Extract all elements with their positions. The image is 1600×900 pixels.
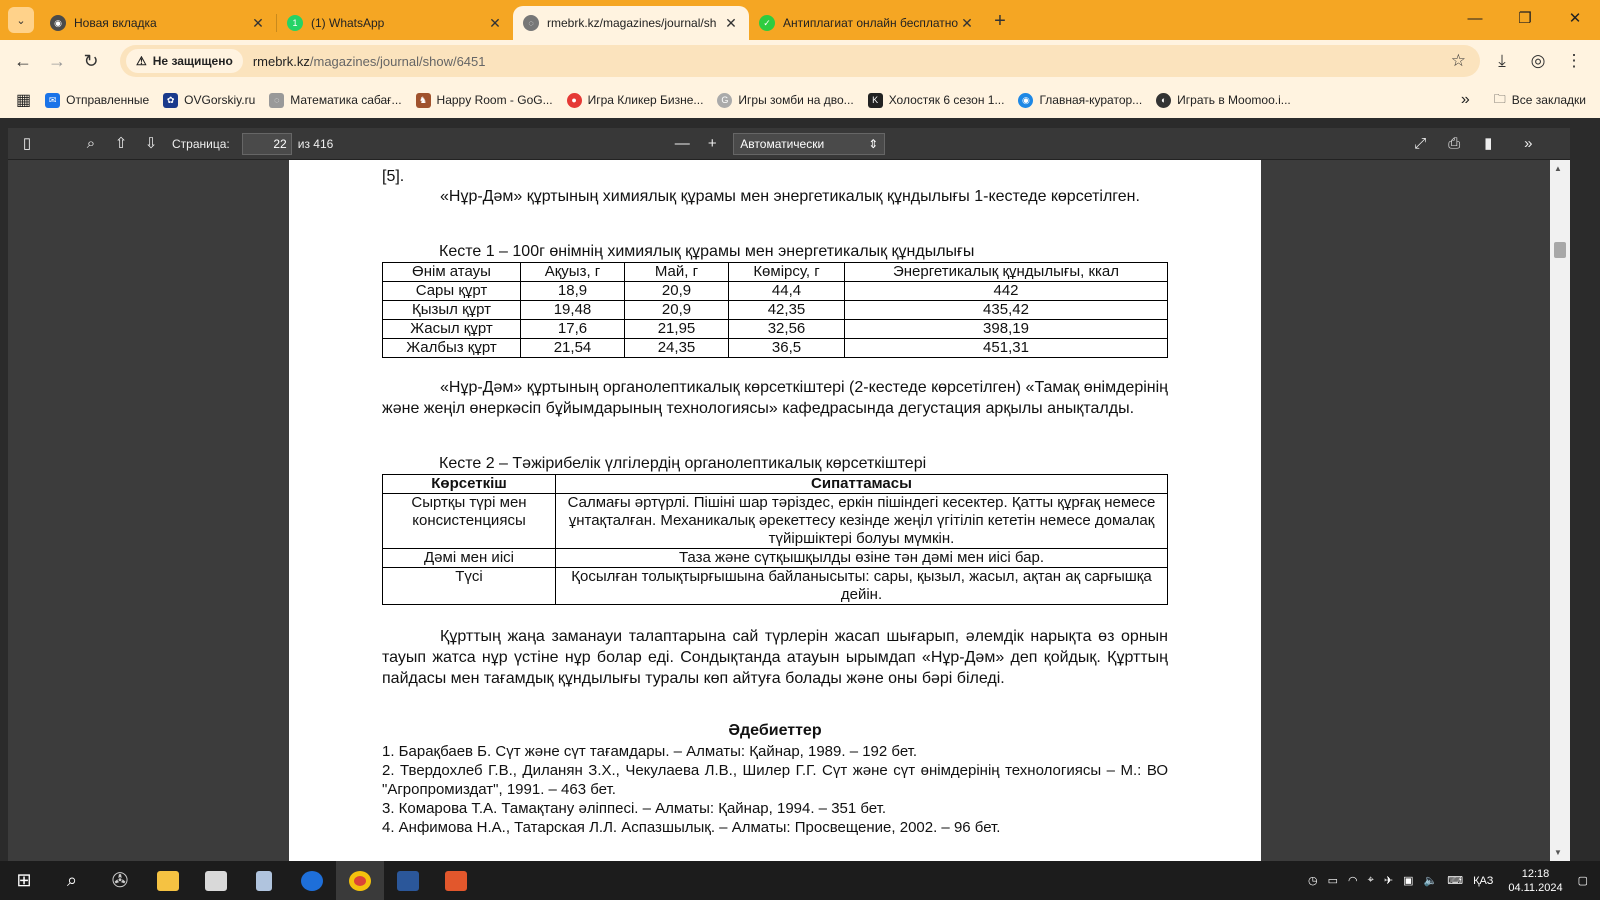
close-icon[interactable]: ✕ — [961, 14, 973, 31]
bookmark-item[interactable]: ● Игра Кликер Бизне... — [567, 93, 704, 108]
page-label: Страница: — [172, 136, 230, 151]
search-icon[interactable]: ⌕ — [66, 870, 78, 890]
google-icon: G — [717, 93, 732, 108]
tab-search-button[interactable] — [8, 7, 34, 33]
network-icon[interactable]: ✈ — [1383, 875, 1394, 887]
table-caption: Кесте 1 – 100г өнімнің химиялық құрамы мен энергетикалық құндылығы — [439, 243, 975, 260]
previous-page-icon[interactable]: ⇧ — [114, 134, 128, 152]
close-window-icon[interactable]: ✕ — [1568, 10, 1582, 27]
security-chip[interactable]: ⚠ Не защищено — [126, 49, 243, 73]
close-icon[interactable]: ✕ — [725, 14, 737, 31]
new-tab-button[interactable] — [985, 7, 1015, 37]
table-row: Түсі Қосылған толықтырғышына байланысыты: сары, қызыл, жасыл, ақтан ақ сарғышқа дейін. — [383, 568, 1168, 605]
warning-icon: ⚠ — [136, 54, 147, 68]
all-bookmarks-link[interactable]: Все закладки — [1511, 93, 1586, 107]
zoom-select[interactable]: Автоматически ⇕ — [733, 133, 885, 155]
table-row: Сары құрт 18,9 20,9 44,4 442 — [383, 282, 1168, 301]
game-icon: ● — [567, 93, 582, 108]
profile-avatar-icon[interactable]: ◎ — [1530, 51, 1546, 70]
word-icon[interactable] — [384, 861, 432, 900]
table-row: Дәмі мен иісі Таза және сүтқышқылды өзіне тән дәмі мен иісі бар. — [383, 549, 1168, 568]
list-item: 3. Комарова Т.А. Тамақтану әліппесі. – Алматы: Қайнар, 1994. – 351 бет. — [382, 800, 887, 817]
text-line: [5]. — [382, 168, 405, 185]
tab-strip — [0, 0, 1600, 40]
pdf-viewer — [8, 128, 1570, 861]
table-header: Ақуыз, г — [521, 263, 625, 282]
sidebar-toggle-icon[interactable]: ▯ — [22, 134, 32, 152]
bookmark-item[interactable]: G Игры зомби на дво... — [717, 93, 853, 108]
address-bar[interactable] — [120, 45, 1480, 77]
site-icon: ◉ — [1018, 93, 1033, 108]
devices-icon[interactable]: ▭ — [1327, 875, 1339, 887]
nutrition-table — [382, 262, 1168, 358]
vertical-scrollbar[interactable] — [1550, 160, 1570, 861]
paragraph: «Нұр-Дәм» құртының химиялық құрамы мен энергетикалық құндылығы 1-кестеде көрсетілген. — [440, 188, 1140, 205]
language-indicator[interactable]: ҚАЗ — [1473, 874, 1494, 887]
game-icon: ♞ — [416, 93, 431, 108]
film-reel-icon[interactable]: ✇ — [111, 870, 129, 892]
close-icon[interactable]: ✕ — [489, 14, 501, 31]
app-blue-icon[interactable] — [288, 861, 336, 900]
bookmark-item[interactable]: K Холостяк 6 сезон 1... — [868, 93, 1005, 108]
battery-icon[interactable]: ▣ — [1403, 875, 1414, 887]
whatsapp-icon: 1 — [287, 15, 303, 31]
bookmark-item[interactable]: ✉ Отправленные — [45, 93, 149, 108]
bookmark-item[interactable]: ✿ OVGorskiy.ru — [163, 93, 255, 108]
globe-icon: ◌ — [523, 15, 539, 31]
paragraph: Құрттың жаңа заманауи талаптарына сай түрлерін жасап шығарып, әлемдік нарықта өз орнын тауып жатса нұр үстіне нұр болар еді. Сондықтанда атауын ырымдап «Нұр-Дәм» деп қойдық. Құрттың пайдасы мен тағамдық құндылығы туралы көп айтуға болады және оны бәрі біледі. — [382, 628, 1168, 687]
table-caption: Кесте 2 – Тәжірибелік үлгілердің органолептикалық көрсеткіштері — [439, 455, 927, 472]
presentation-icon[interactable] — [432, 861, 480, 900]
chrome-icon: ◉ — [50, 15, 66, 31]
print-icon[interactable]: ⎙ — [1448, 134, 1461, 152]
wifi-icon[interactable]: ◠ — [1348, 875, 1358, 887]
bookmark-item[interactable]: ◌ Математика сабағ... — [269, 93, 401, 108]
fullscreen-icon[interactable]: ⤢ — [1414, 134, 1427, 152]
table-header: Энергетикалық құндылығы, ккал — [845, 263, 1168, 282]
table-row: Сыртқы түрі мен консистенциясы Салмағы әртүрлі. Пішіні шар тәріздес, еркін пішіндегі кесектер. Қатты құрғақ немесе ұнтақталған. Механикалық әрекеттесу кезінде жеңіл үгітіліп кететін немесе домалақ түйіршіктері болуы мүмкін. — [383, 494, 1168, 549]
list-item: 1. Барақбаев Б. Сүт және сүт тағамдары. – Алматы: Қайнар, 1989. – 192 бет. — [382, 743, 918, 760]
references-list — [382, 742, 1168, 837]
chrome-icon[interactable] — [336, 861, 384, 900]
pdf-page — [289, 160, 1261, 861]
chevron-down-icon: ⌄ — [16, 14, 26, 27]
tab-antiplagiat[interactable]: ✓ Антиплагиат онлайн бесплатно ✕ — [749, 6, 985, 40]
bookmark-star-icon[interactable]: ☆ — [1450, 51, 1466, 70]
download-icon[interactable]: ⤓ — [1498, 51, 1506, 70]
search-icon[interactable]: ⌕ — [86, 134, 96, 152]
table-header: Май, г — [625, 263, 729, 282]
globe-icon: ◌ — [269, 93, 284, 108]
bookmark-icon[interactable]: ▮ — [1484, 134, 1493, 152]
zoom-in-icon[interactable]: + — [707, 134, 717, 152]
scroll-thumb[interactable] — [1554, 242, 1566, 258]
scroll-up-icon[interactable]: ▲ — [1554, 164, 1562, 173]
tab-whatsapp[interactable]: 1 (1) WhatsApp ✕ — [277, 6, 513, 40]
page-count: из 416 — [297, 136, 334, 151]
more-menu-icon[interactable]: ⋮ — [1565, 51, 1583, 70]
table-header: Көмірсу, г — [729, 263, 845, 282]
volume-icon[interactable]: 🔈 — [1423, 875, 1438, 887]
minimize-icon[interactable]: — — [1467, 10, 1483, 27]
chevron-right-icon[interactable]: » — [1460, 91, 1470, 108]
browser-actions — [1484, 44, 1592, 78]
clock[interactable]: 12:18 04.11.2024 — [1508, 867, 1563, 894]
pdf-toolbar — [8, 128, 1570, 160]
table-row: Қызыл құрт 19,48 20,9 42,35 435,42 — [383, 301, 1168, 320]
notifications-icon[interactable]: ▢ — [1577, 875, 1588, 887]
bookmarks-bar — [0, 82, 1600, 118]
table-row: Жасыл құрт 17,6 21,95 32,56 398,19 — [383, 320, 1168, 339]
forward-arrow-icon[interactable]: → — [48, 51, 66, 71]
site-icon: ◐ — [1156, 93, 1171, 108]
check-icon: ✓ — [759, 15, 775, 31]
reload-icon[interactable]: ↻ — [83, 51, 99, 71]
close-icon[interactable]: ✕ — [252, 14, 264, 31]
paragraph: «Нұр-Дәм» құртының органолептикалық көрсеткіштері (2-кестеде көрсетілген) «Тамақ өнімдерінің және жеңіл өнеркәсіп бұйымдарының технологиясы» кафедрасында дегустация арқылы анықталды. — [382, 379, 1168, 417]
site-icon: ✿ — [163, 93, 178, 108]
updown-icon: ⇕ — [868, 136, 879, 151]
clock-app-icon[interactable]: ◷ — [1308, 875, 1318, 887]
restore-icon[interactable]: ❐ — [1518, 10, 1532, 27]
window-controls — [1450, 0, 1600, 40]
next-page-icon[interactable]: ⇩ — [144, 134, 158, 152]
notepad-icon[interactable] — [240, 861, 288, 900]
plus-icon: + — [994, 10, 1006, 32]
references-title: Әдебиеттер — [728, 722, 822, 739]
table-header: Өнім атауы — [383, 263, 521, 282]
bookmarks-overflow — [1461, 82, 1586, 118]
tab-rmebrk[interactable]: ◌ rmebrk.kz/magazines/journal/sh ✕ — [513, 6, 749, 40]
windows-start-icon[interactable]: ⊞ — [16, 870, 32, 890]
list-item: 2. Твердохлеб Г.В., Диланян З.Х., Чекулаева Л.В., Шилер Г.Г. Сүт және сүт өнімдерінің технологиясы – М.: ВО "Агропромиздат", 1991. – 463 бет. — [382, 762, 1168, 798]
back-arrow-icon[interactable]: ← — [14, 51, 32, 71]
site-icon: K — [868, 93, 883, 108]
navigation-bar — [0, 40, 1600, 82]
table-header: Сипаттамасы — [556, 475, 1168, 494]
file-explorer-icon[interactable] — [144, 861, 192, 900]
url-text[interactable]: rmebrk.kz/magazines/journal/show/6451 — [252, 53, 486, 69]
list-item: 4. Анфимова Н.А., Татарская Л.Л. Аспазшылық. – Алматы: Просвещение, 2002. – 96 бет. — [382, 819, 1001, 836]
bookmark-item[interactable]: ♞ Happy Room - GoG... — [416, 93, 553, 108]
tab-new-tab[interactable]: ◉ Новая вкладка ✕ — [40, 6, 276, 40]
system-tray — [1303, 861, 1600, 900]
table-row: Жалбыз құрт 21,54 24,35 36,5 451,31 — [383, 339, 1168, 358]
tools-chevron-icon[interactable]: » — [1524, 134, 1533, 152]
organoleptic-table — [382, 474, 1168, 605]
bookmark-item[interactable]: ◐ Играть в Moomoo.i... — [1156, 93, 1291, 108]
bookmark-item[interactable]: ◉ Главная-куратор... — [1018, 93, 1142, 108]
foxit-reader-icon[interactable] — [192, 861, 240, 900]
zoom-out-icon[interactable]: — — [674, 134, 690, 152]
keyboard-icon[interactable]: ⌨ — [1447, 875, 1464, 887]
folder-icon: 🗀 — [1493, 91, 1506, 106]
apps-grid-icon[interactable]: ▦ — [16, 92, 32, 109]
location-icon[interactable]: ⌖ — [1367, 874, 1374, 886]
scroll-down-icon[interactable]: ▼ — [1554, 848, 1562, 857]
windows-taskbar — [0, 861, 1600, 900]
mail-icon: ✉ — [45, 93, 60, 108]
table-header: Көрсеткіш — [383, 475, 556, 494]
page-number-input[interactable] — [242, 133, 292, 155]
